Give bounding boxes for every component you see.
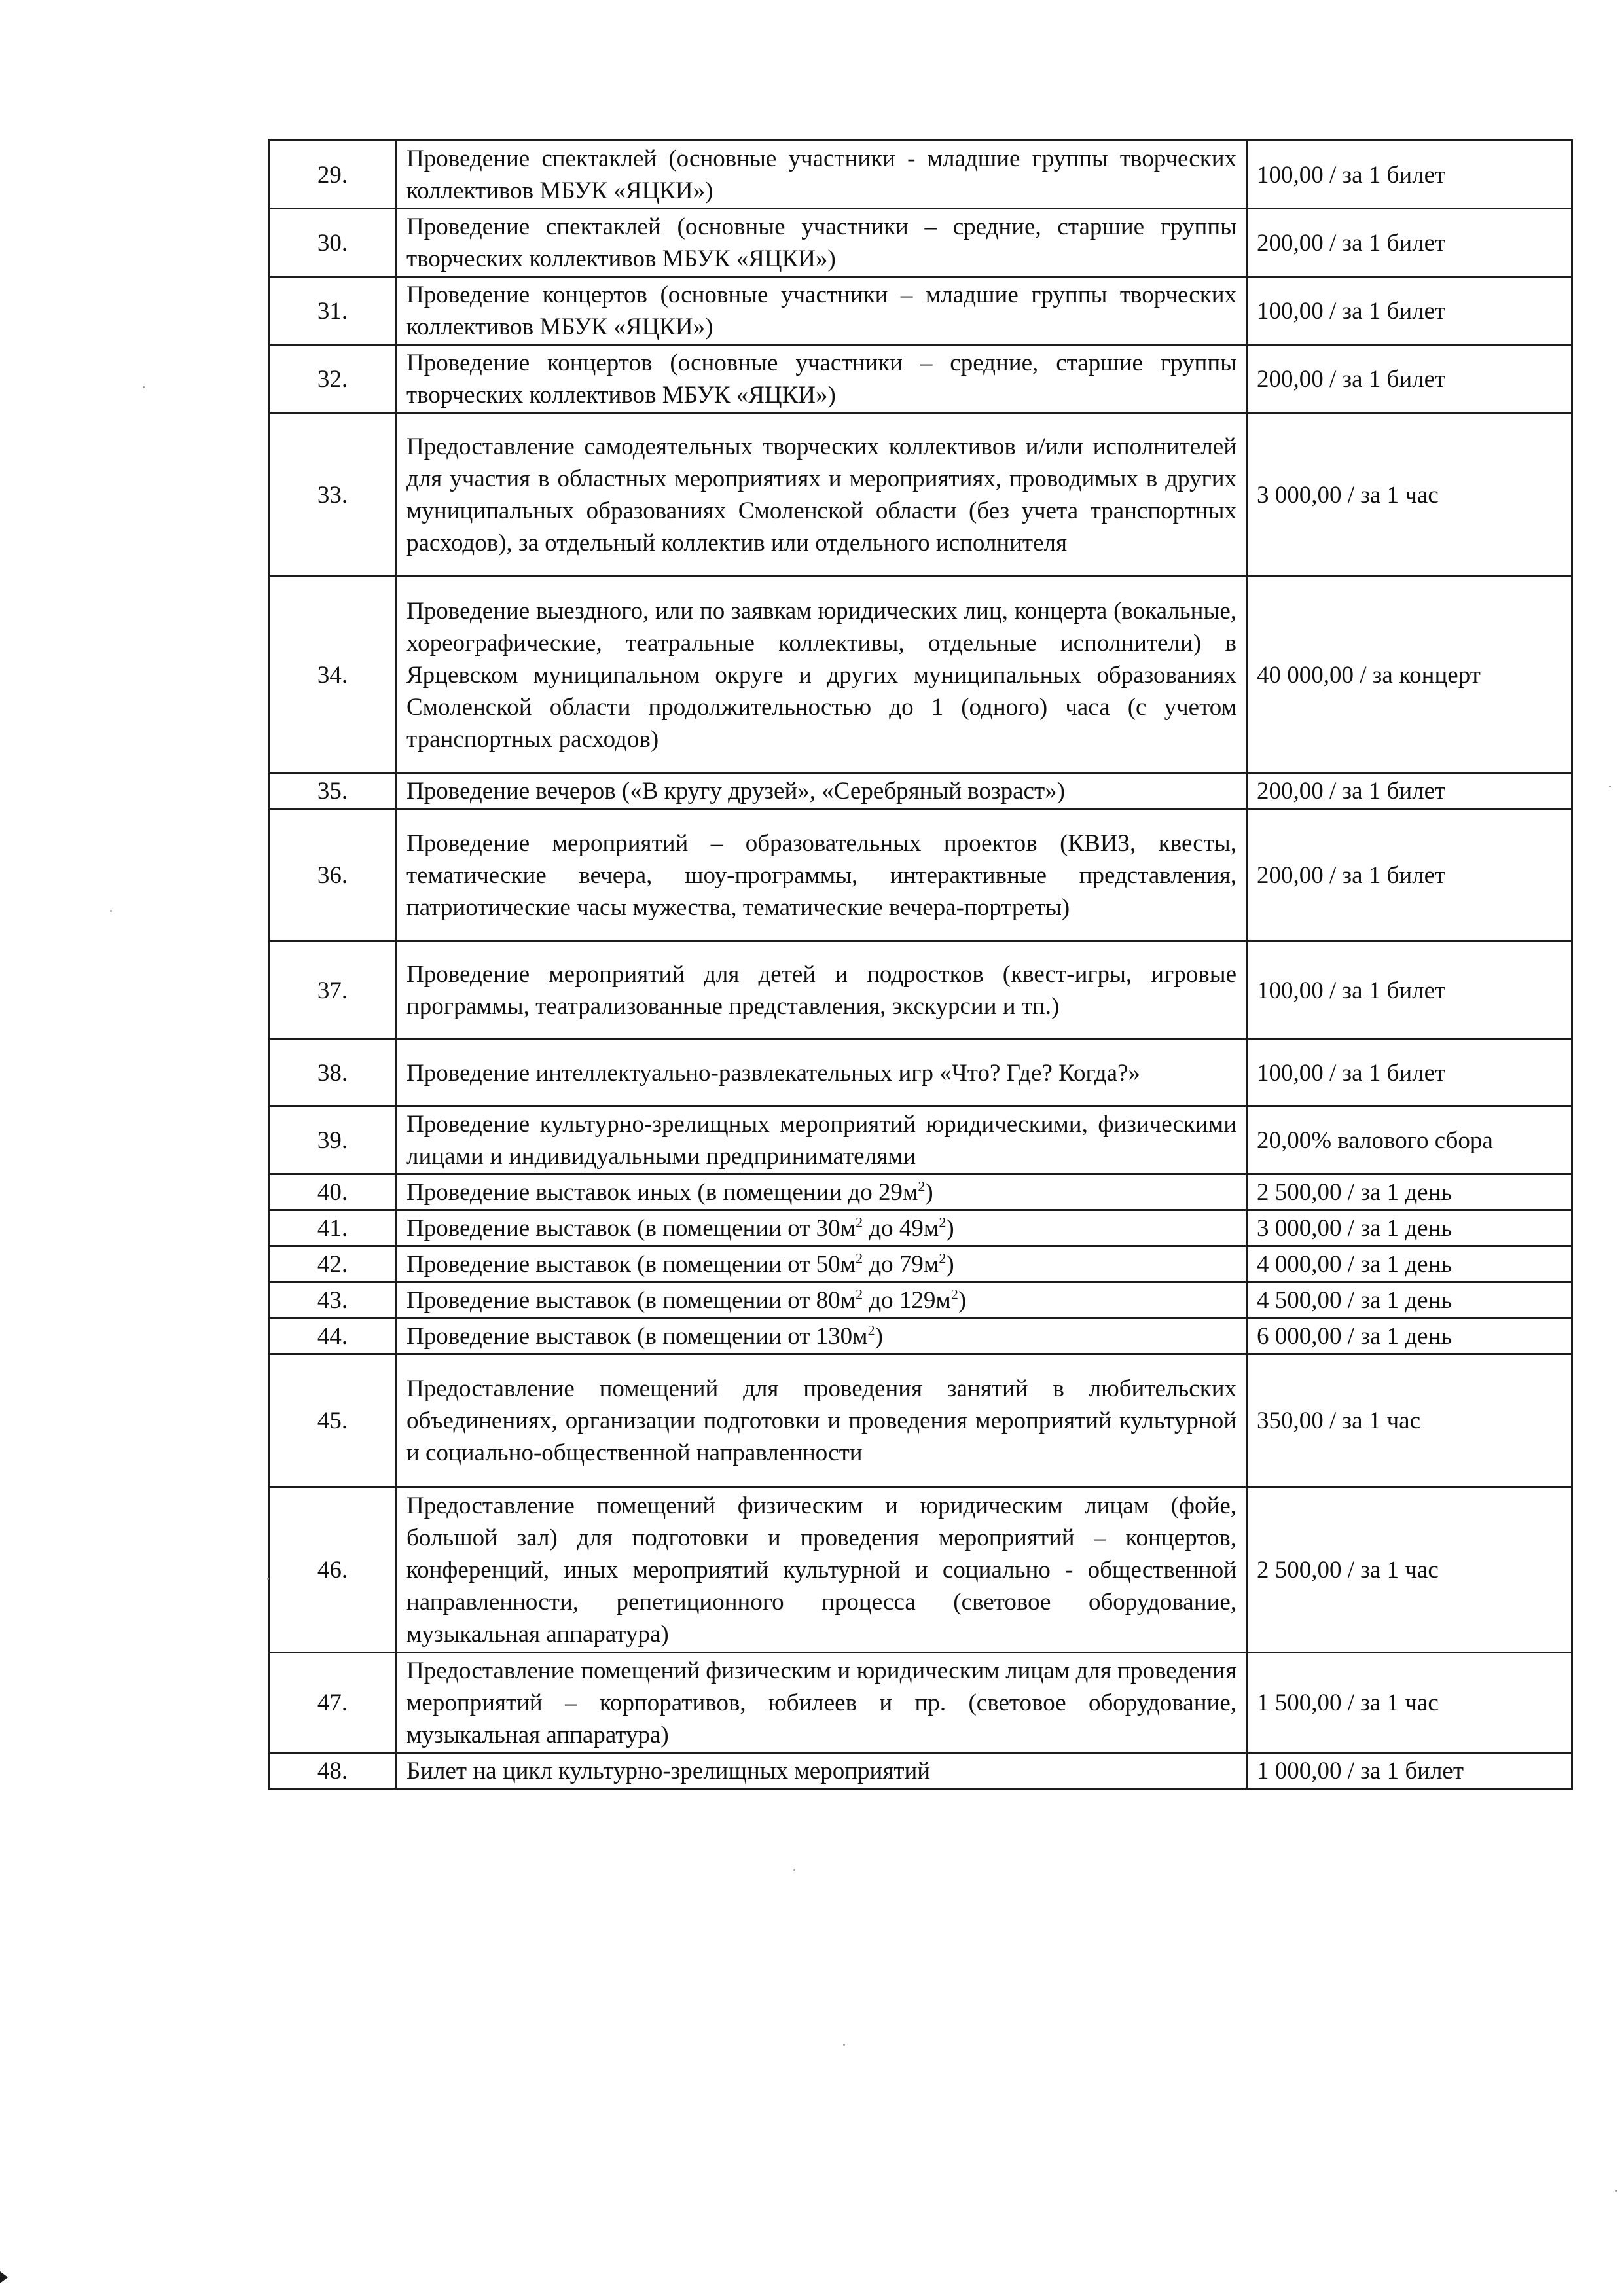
row-number: 44. (269, 1318, 397, 1354)
scan-speck (793, 1869, 795, 1871)
service-name: Предоставление помещений физическим и юридическим лицам для проведения мероприятий – корпоративов, юбилеев и пр. (световое оборудование, музыкальная аппаратура) (397, 1653, 1247, 1753)
table-row (269, 1318, 1572, 1354)
superscript-two: 2 (856, 1286, 863, 1303)
scan-speck (1609, 786, 1611, 787)
superscript-two: 2 (939, 1214, 947, 1231)
scan-speck (843, 2044, 845, 2046)
service-price: 2 500,00 / за 1 час (1247, 1487, 1572, 1653)
service-price: 2 500,00 / за 1 день (1247, 1174, 1572, 1210)
service-price: 350,00 / за 1 час (1247, 1354, 1572, 1487)
service-name: Проведение концертов (основные участники – младшие группы творческих коллективов МБУК «ЯЦКИ») (397, 277, 1247, 345)
service-name: Проведение выездного, или по заявкам юридических лиц, концерта (вокальные, хореографические, театральные коллективы, отдельные исполнители) в Ярцевском муниципальном округе и других муниципальных образованиях Смоленской области продолжительностью до 1 (одного) часа (с учетом транспортных расходов) (397, 577, 1247, 773)
table-row (269, 1753, 1572, 1789)
row-number: 41. (269, 1210, 397, 1246)
service-price: 100,00 / за 1 билет (1247, 1039, 1572, 1106)
service-price: 200,00 / за 1 билет (1247, 773, 1572, 809)
service-name: Проведение выставок (в помещении от $30м^2$ до $49м^2$) (397, 1210, 1247, 1246)
table-row (269, 1487, 1572, 1653)
table-row (269, 413, 1572, 577)
service-name: Проведение вечеров («В кругу друзей», «Серебряный возраст») (397, 773, 1247, 809)
service-price: 100,00 / за 1 билет (1247, 941, 1572, 1039)
row-number: 29. (269, 141, 397, 209)
row-number: 35. (269, 773, 397, 809)
service-name: Предоставление помещений для проведения занятий в любительских объединениях, организации подготовки и проведения мероприятий культурной и социально-общественной направленности (397, 1354, 1247, 1487)
row-number: 30. (269, 209, 397, 277)
service-name: Проведение культурно-зрелищных мероприятий юридическими, физическими лицами и индивидуальными предпринимателями (397, 1106, 1247, 1174)
service-name: Предоставление самодеятельных творческих коллективов и/или исполнителей для участия в областных мероприятиях и мероприятиях, проводимых в других муниципальных образованиях Смоленской области (без учета транспортных расходов), за отдельный коллектив или отдельного исполнителя (397, 413, 1247, 577)
service-price: 4 500,00 / за 1 день (1247, 1282, 1572, 1318)
service-price: 6 000,00 / за 1 день (1247, 1318, 1572, 1354)
service-name: Билет на цикл культурно-зрелищных мероприятий (397, 1753, 1247, 1789)
superscript-two: 2 (950, 1286, 958, 1303)
service-price: 200,00 / за 1 билет (1247, 345, 1572, 413)
row-number: 34. (269, 577, 397, 773)
table-row (269, 1106, 1572, 1174)
service-name: Предоставление помещений физическим и юридическим лицам (фойе, большой зал) для подготовки и проведения мероприятий – концертов, конференций, иных мероприятий культурной и социально - общественной направленности, репетиционного процесса (световое оборудование, музыкальная аппаратура) (397, 1487, 1247, 1653)
service-price: 3 000,00 / за 1 день (1247, 1210, 1572, 1246)
row-number: 33. (269, 413, 397, 577)
table-row (269, 1174, 1572, 1210)
scan-speck (143, 386, 145, 388)
service-price: 200,00 / за 1 билет (1247, 809, 1572, 941)
row-number: 42. (269, 1246, 397, 1282)
service-name: Проведение спектаклей (основные участники – средние, старшие группы творческих коллективов МБУК «ЯЦКИ») (397, 209, 1247, 277)
scan-speck (267, 1578, 269, 1580)
service-price: 40 000,00 / за концерт (1247, 577, 1572, 773)
service-name: Проведение интеллектуально-развлекательных игр «Что? Где? Когда?» (397, 1039, 1247, 1106)
service-name: Проведение концертов (основные участники – средние, старшие группы творческих коллективов МБУК «ЯЦКИ») (397, 345, 1247, 413)
superscript-two: 2 (856, 1214, 863, 1231)
superscript-two: 2 (939, 1250, 947, 1267)
row-number: 46. (269, 1487, 397, 1653)
scan-speck (1615, 2190, 1617, 2192)
superscript-two: 2 (867, 1322, 875, 1339)
service-name: Проведение выставок (в помещении от $130м^2$) (397, 1318, 1247, 1354)
row-number: 48. (269, 1753, 397, 1789)
row-number: 47. (269, 1653, 397, 1753)
row-number: 31. (269, 277, 397, 345)
table-row (269, 1354, 1572, 1487)
table-row (269, 345, 1572, 413)
service-name: Проведение мероприятий – образовательных проектов (КВИЗ, квесты, тематические вечера, шоу-программы, интерактивные представления, патриотические часы мужества, тематические вечера-портреты) (397, 809, 1247, 941)
table-row (269, 209, 1572, 277)
tariff-table (268, 139, 1573, 1790)
table-row (269, 1246, 1572, 1282)
table-row (269, 141, 1572, 209)
service-name: Проведение мероприятий для детей и подростков (квест-игры, игровые программы, театрализованные представления, экскурсии и тп.) (397, 941, 1247, 1039)
service-price: 20,00% валового сбора (1247, 1106, 1572, 1174)
table-row (269, 773, 1572, 809)
table-row (269, 809, 1572, 941)
table-row (269, 577, 1572, 773)
service-price: 1 000,00 / за 1 билет (1247, 1753, 1572, 1789)
superscript-two: 2 (856, 1250, 863, 1267)
row-number: 32. (269, 345, 397, 413)
tariff-table-body (269, 141, 1572, 1789)
table-row (269, 1210, 1572, 1246)
service-price: 100,00 / за 1 билет (1247, 141, 1572, 209)
service-name: Проведение выставок (в помещении от $50м^2$ до $79м^2$) (397, 1246, 1247, 1282)
service-price: 1 500,00 / за 1 час (1247, 1653, 1572, 1753)
service-price: 200,00 / за 1 билет (1247, 209, 1572, 277)
row-number: 45. (269, 1354, 397, 1487)
superscript-two: 2 (918, 1178, 926, 1195)
table-row (269, 941, 1572, 1039)
table-row (269, 1653, 1572, 1753)
service-price: 3 000,00 / за 1 час (1247, 413, 1572, 577)
service-price: 4 000,00 / за 1 день (1247, 1246, 1572, 1282)
row-number: 36. (269, 809, 397, 941)
row-number: 43. (269, 1282, 397, 1318)
row-number: 40. (269, 1174, 397, 1210)
service-name: Проведение выставок иных (в помещении до $29м^2$) (397, 1174, 1247, 1210)
scan-edge-mark (0, 2271, 8, 2283)
scan-speck (110, 910, 112, 912)
row-number: 37. (269, 941, 397, 1039)
table-row (269, 277, 1572, 345)
row-number: 39. (269, 1106, 397, 1174)
service-name: Проведение выставок (в помещении от $80м^2$ до $129м^2$) (397, 1282, 1247, 1318)
service-name: Проведение спектаклей (основные участники - младшие группы творческих коллективов МБУК «ЯЦКИ») (397, 141, 1247, 209)
row-number: 38. (269, 1039, 397, 1106)
service-price: 100,00 / за 1 билет (1247, 277, 1572, 345)
table-row (269, 1282, 1572, 1318)
table-row (269, 1039, 1572, 1106)
